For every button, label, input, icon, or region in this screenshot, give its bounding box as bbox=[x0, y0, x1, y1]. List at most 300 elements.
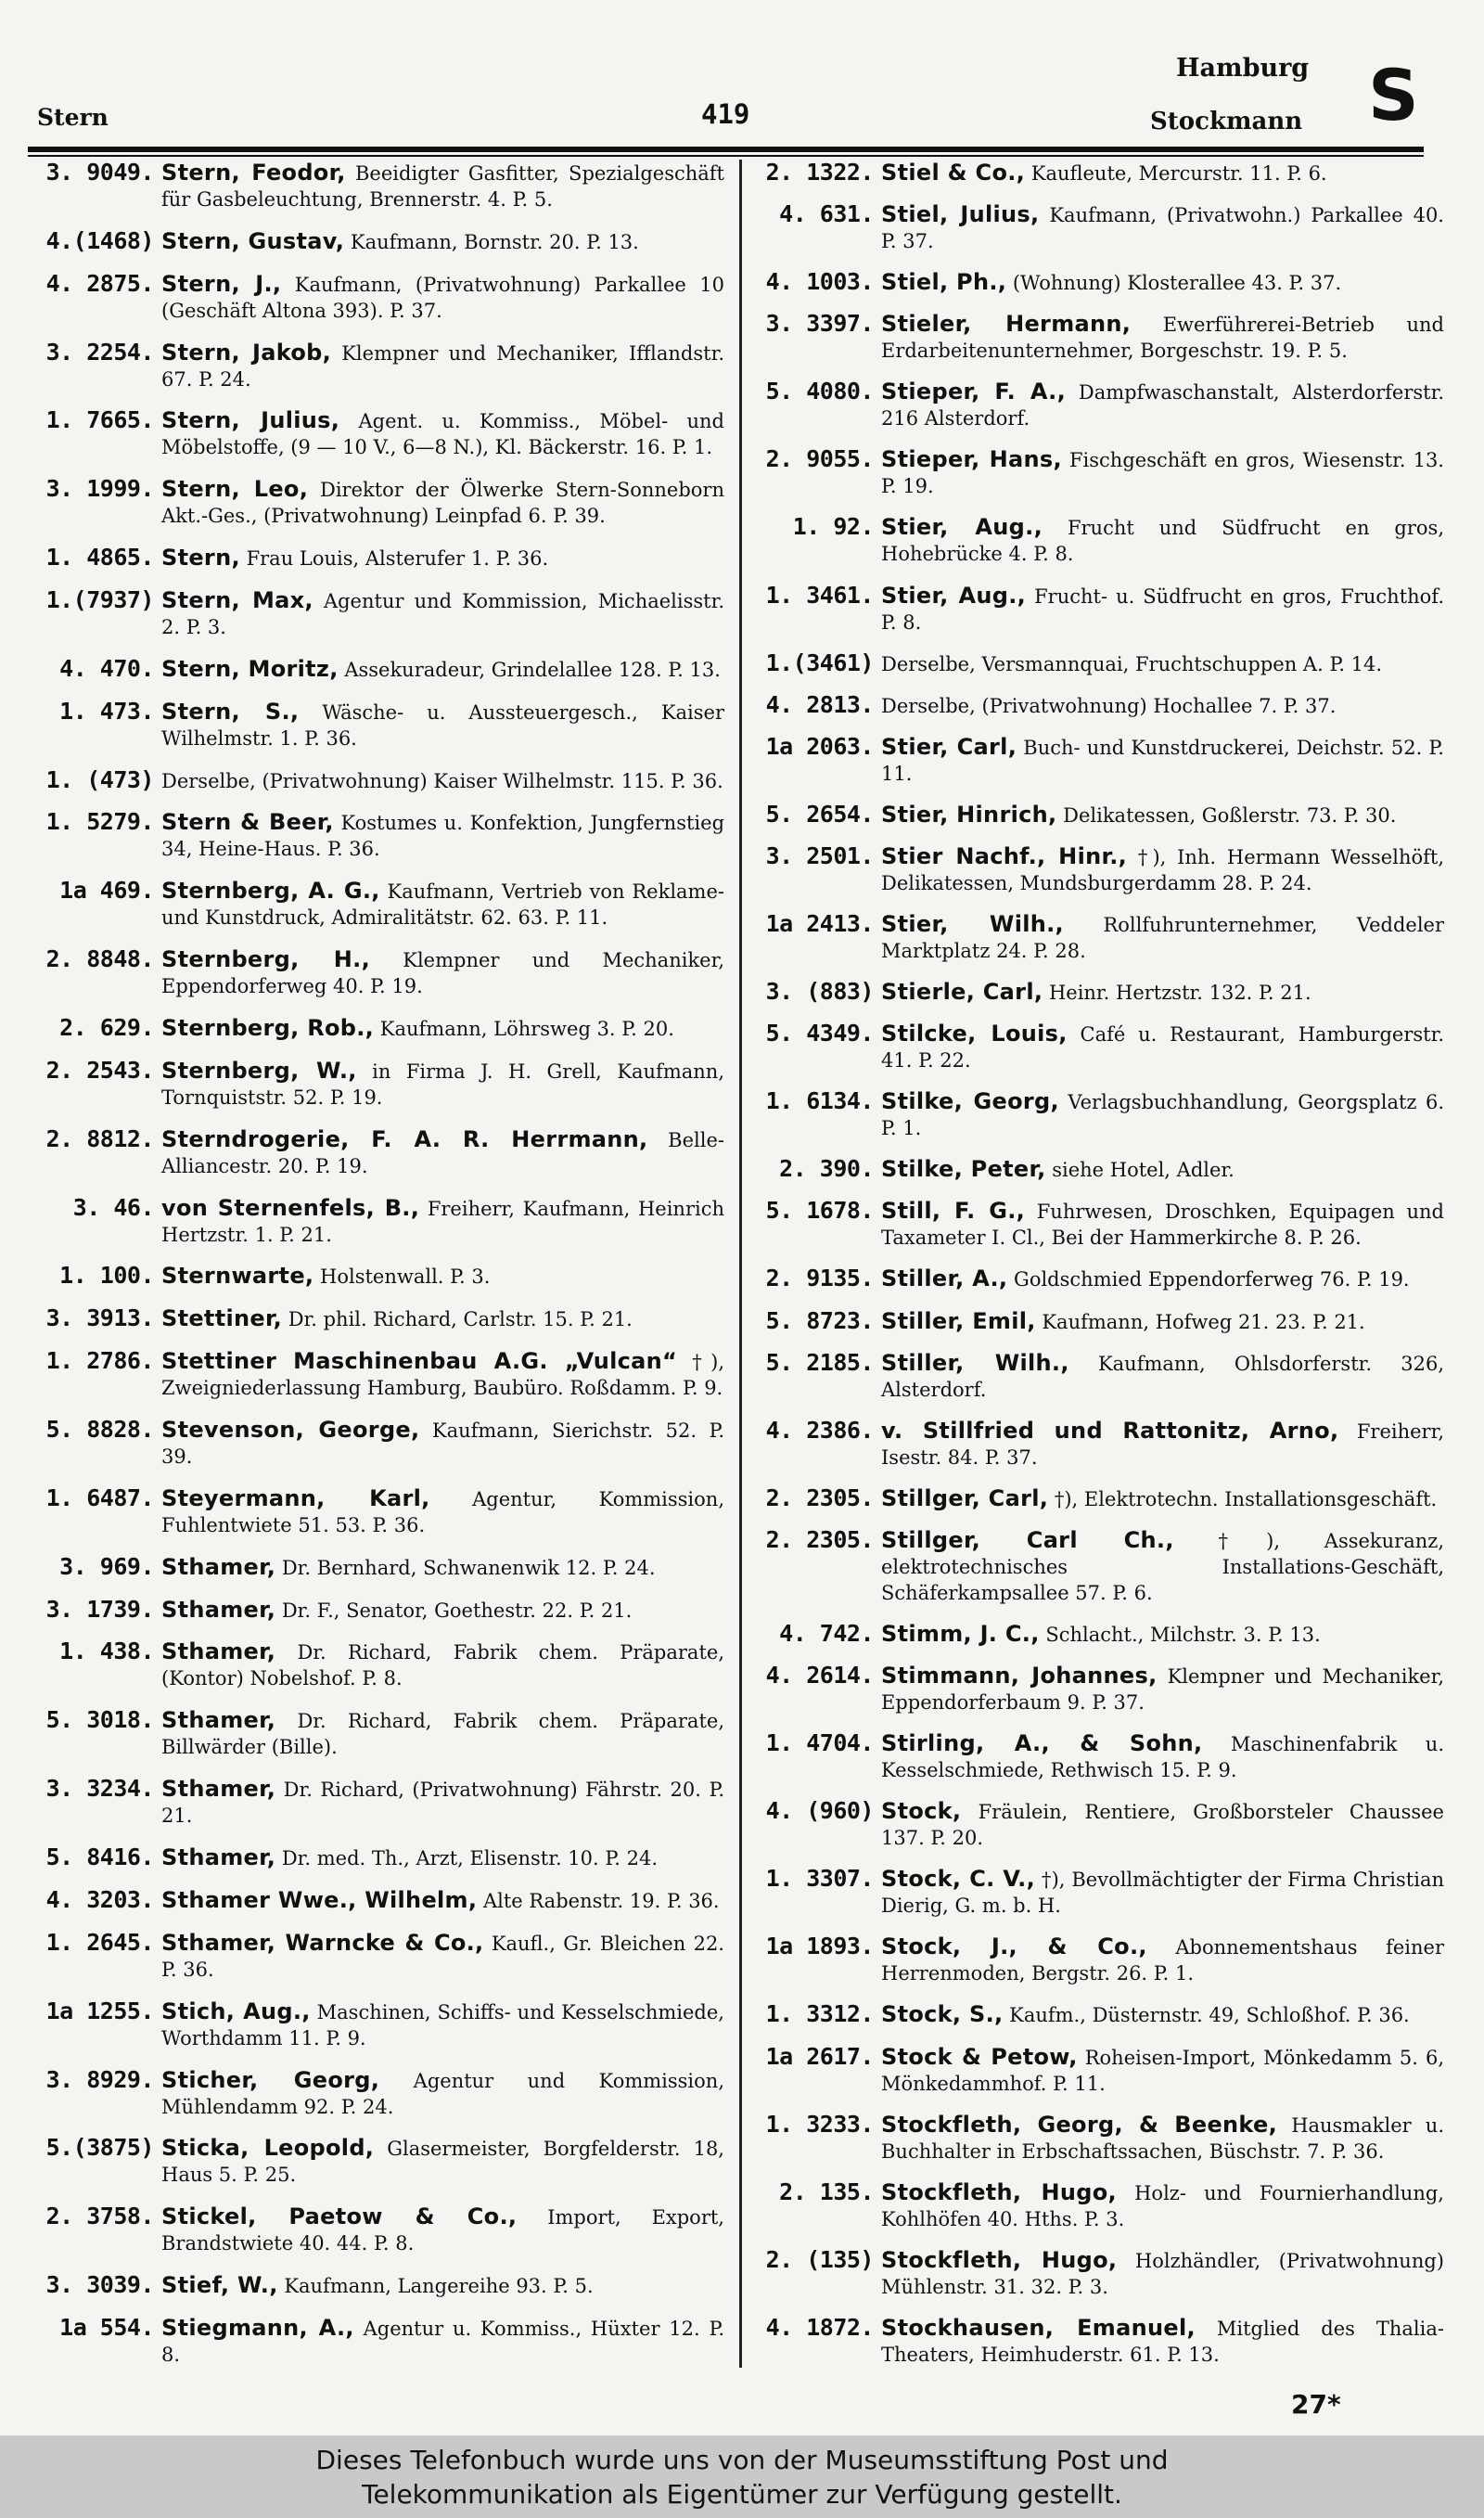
subscriber-name: Stockfleth, Hugo, bbox=[881, 2246, 1118, 2273]
directory-entry bbox=[753, 2001, 1444, 2028]
phone-number: 2. 2305. bbox=[765, 1525, 874, 1553]
subscriber-name: Stief, W., bbox=[161, 2272, 278, 2299]
directory-entry bbox=[753, 1485, 1444, 1512]
directory-entry bbox=[753, 843, 1444, 896]
entry-details: Assekuradeur, Grindelallee 128. P. 13. bbox=[344, 658, 721, 681]
directory-entry bbox=[753, 979, 1444, 1006]
entry-details: Café u. Restaurant, Hamburgerstr. 41. P. 22. bbox=[881, 1023, 1444, 1073]
subscriber-name: Stockfleth, Hugo, bbox=[881, 2178, 1117, 2205]
directory-entry bbox=[753, 1418, 1444, 1471]
subscriber-name: Stiller, Emil, bbox=[881, 1307, 1036, 1334]
phone-number: 1. 92. bbox=[792, 513, 874, 541]
phone-number: 4. 742. bbox=[779, 1619, 874, 1647]
phone-number: 2. 629. bbox=[59, 1014, 154, 1042]
subscriber-name: Stock, C. V., bbox=[881, 1866, 1036, 1893]
directory-entry bbox=[33, 699, 724, 752]
directory-entry bbox=[753, 1933, 1444, 1986]
phone-number: 4. 2614. bbox=[765, 1662, 874, 1689]
entry-details: Klempner und Mechaniker, Eppendorferweg 40. P. 19. bbox=[161, 949, 724, 998]
directory-entry bbox=[753, 692, 1444, 719]
directory-entry bbox=[33, 2067, 724, 2120]
subscriber-name: Sthamer Wwe., Wilhelm, bbox=[161, 1886, 478, 1913]
directory-entry bbox=[33, 1597, 724, 1624]
phone-number: 1. 4704. bbox=[765, 1729, 874, 1757]
subscriber-name: Sthamer, Warncke & Co., bbox=[161, 1929, 484, 1956]
phone-number: 4. 2875. bbox=[45, 269, 154, 297]
phone-number: 3. 1999. bbox=[45, 475, 154, 503]
subscriber-name: Stimmann, Johannes, bbox=[881, 1663, 1158, 1689]
directory-entry bbox=[753, 2315, 1444, 2368]
subscriber-name: Stieper, Hans, bbox=[881, 446, 1062, 473]
entry-details: Klempner und Mechaniker, Eppendorferbaum 9. P. 37. bbox=[881, 1665, 1444, 1715]
entry-details: Agent. u. Kommiss., Möbel- und Möbelstoffe, (9 — 10 V., 6—8 N.), Kl. Bäckerstr. 16. P. 1. bbox=[161, 410, 724, 459]
phone-number: 5. 3018. bbox=[45, 1706, 154, 1734]
entry-details: Kaufm., Düsternstr. 49, Schloßhof. P. 36. bbox=[1009, 2004, 1410, 2027]
entry-details: Frucht- u. Südfrucht en gros, Fruchthof. P. 8. bbox=[881, 585, 1445, 634]
phone-number: 1. 3461. bbox=[765, 581, 874, 609]
entry-details: Wäsche- u. Aussteuergesch., Kaiser Wilhelmstr. 1. P. 36. bbox=[161, 700, 724, 750]
left-catchword: Stern bbox=[37, 104, 109, 131]
entry-details: Klempner und Mechaniker, Ifflandstr. 67. P. 24. bbox=[161, 341, 724, 391]
subscriber-name: Stier, Aug., bbox=[881, 582, 1027, 609]
entry-details: siehe Hotel, Adler. bbox=[1052, 1159, 1235, 1182]
right-column bbox=[753, 160, 1444, 2368]
subscriber-name: Stilke, Peter, bbox=[881, 1156, 1046, 1183]
phone-number: 1a 554. bbox=[59, 2313, 154, 2341]
subscriber-name: Stern, Max, bbox=[161, 587, 313, 614]
phone-number: 2. 1322. bbox=[765, 159, 874, 186]
phone-number: 4. 2386. bbox=[765, 1416, 874, 1444]
entry-details: Import, Export, Brandstwiete 40. 44. P. 8. bbox=[161, 2206, 724, 2255]
entry-details: Rollfuhrunternehmer, Veddeler Marktplatz 24. P. 28. bbox=[881, 914, 1444, 963]
directory-entry bbox=[33, 767, 724, 794]
entry-details: Kaufmann, (Privatwohn.) Parkallee 40. P. 37. bbox=[881, 204, 1444, 253]
subscriber-name: Sthamer, bbox=[161, 1776, 276, 1803]
directory-entry bbox=[33, 1844, 724, 1871]
phone-number: 4. 470. bbox=[59, 654, 154, 682]
banner-line-1: Dieses Telefonbuch wurde uns von der Museumsstiftung Post und bbox=[315, 2445, 1169, 2475]
subscriber-name: Stern, Julius, bbox=[161, 407, 340, 434]
subscriber-name: Stiel, Ph., bbox=[881, 269, 1007, 296]
entry-details: Kaufmann, Vertrieb von Reklame- und Kunstdruck, Admiralitätstr. 62. 63. P. 11. bbox=[161, 880, 724, 930]
phone-number: 1. 3233. bbox=[765, 2110, 874, 2138]
entry-details: Dr. phil. Richard, Carlstr. 15. P. 21. bbox=[288, 1308, 633, 1331]
subscriber-name: Stern, Feodor, bbox=[161, 160, 346, 186]
phone-number: 3. 9049. bbox=[45, 159, 154, 186]
entry-details: Abonnementshaus feiner Herrenmoden, Bergstr. 26. P. 1. bbox=[881, 1936, 1444, 1985]
subscriber-name: Stern, bbox=[161, 545, 240, 572]
subscriber-name: Stiegmann, A., bbox=[161, 2314, 354, 2341]
phone-number: 1. 6487. bbox=[45, 1484, 154, 1511]
subscriber-name: Stock, bbox=[881, 1798, 962, 1825]
directory-entry bbox=[33, 1707, 724, 1760]
phone-number: 1. (473) bbox=[45, 765, 154, 793]
directory-entry bbox=[753, 583, 1444, 636]
subscriber-name: Stern, Gustav, bbox=[161, 227, 345, 254]
left-column bbox=[33, 160, 724, 2368]
directory-entry bbox=[753, 2247, 1444, 2300]
phone-number: 3. 3039. bbox=[45, 2271, 154, 2299]
entry-details: Roheisen-Import, Mönkedamm 5. 6, Mönkedammhof. P. 11. bbox=[881, 2046, 1444, 2095]
subscriber-name: Stiller, Wilh., bbox=[881, 1349, 1069, 1376]
directory-entry bbox=[33, 2315, 724, 2368]
entry-details: Fischgeschäft en gros, Wiesenstr. 13. P. 19. bbox=[881, 449, 1444, 498]
phone-number: 2. 8812. bbox=[45, 1124, 154, 1152]
entry-details: Derselbe, (Privatwohnung) Hochallee 7. P. 37. bbox=[881, 694, 1337, 717]
subscriber-name: Steyermann, Karl, bbox=[161, 1484, 430, 1511]
phone-number: 3. 3913. bbox=[45, 1304, 154, 1332]
directory-entry bbox=[33, 1195, 724, 1248]
entry-details: Kaufmann, Löhrsweg 3. P. 20. bbox=[379, 1018, 674, 1041]
phone-number: 5. 4349. bbox=[765, 1020, 874, 1047]
subscriber-name: Stevenson, George, bbox=[161, 1417, 420, 1444]
subscriber-name: Stier, Hinrich, bbox=[881, 801, 1057, 828]
phone-number: 4. 2813. bbox=[765, 690, 874, 718]
entry-details: Goldschmied Eppendorferweg 76. P. 19. bbox=[1014, 1268, 1410, 1291]
phone-number: 2. 8848. bbox=[45, 945, 154, 973]
directory-entry bbox=[753, 514, 1444, 567]
subscriber-name: Stier, Carl, bbox=[881, 733, 1017, 760]
directory-entry bbox=[33, 228, 724, 255]
subscriber-name: v. Stillfried und Rattonitz, Arno, bbox=[881, 1417, 1339, 1444]
subscriber-name: Sthamer, bbox=[161, 1553, 276, 1580]
phone-number: 1. 2786. bbox=[45, 1347, 154, 1375]
phone-number: 2. 2543. bbox=[45, 1056, 154, 1084]
entry-details: Maschinenfabrik u. Kesselschmiede, Rethwisch 15. P. 9. bbox=[881, 1733, 1444, 1782]
phone-number: 2. (135) bbox=[765, 2245, 874, 2273]
entry-details: Freiherr, Kaufmann, Heinrich Hertzstr. 1. P. 21. bbox=[161, 1197, 724, 1246]
entry-details: (Wohnung) Klosterallee 43. P. 37. bbox=[1012, 272, 1342, 295]
header-rule-thin bbox=[28, 155, 1424, 157]
directory-entry bbox=[753, 802, 1444, 829]
directory-entry bbox=[33, 2203, 724, 2256]
phone-number: 5. 8828. bbox=[45, 1416, 154, 1444]
entry-details: Derselbe, Versmannquai, Fruchtschuppen A. P. 14. bbox=[881, 652, 1383, 675]
subscriber-name: Stern & Beer, bbox=[161, 809, 334, 836]
directory-entry bbox=[33, 1058, 724, 1111]
directory-entry bbox=[33, 1930, 724, 1983]
phone-number: 1. 473. bbox=[59, 697, 154, 725]
phone-number: 1a 2617. bbox=[765, 2042, 874, 2070]
subscriber-name: Sternberg, A. G., bbox=[161, 878, 380, 905]
phone-number: 1a 2063. bbox=[765, 732, 874, 760]
directory-entry bbox=[753, 911, 1444, 964]
phone-number: 2. 390. bbox=[779, 1155, 874, 1183]
section-letter: S bbox=[1368, 54, 1419, 136]
entry-details: Derselbe, (Privatwohnung) Kaiser Wilhelmstr. 115. P. 36. bbox=[161, 769, 723, 792]
directory-entry bbox=[753, 160, 1444, 186]
entry-details: Dr. F., Senator, Goethestr. 22. P. 21. bbox=[281, 1599, 633, 1622]
directory-entry bbox=[33, 2272, 724, 2299]
entry-details: Kaufl., Gr. Bleichen 22. P. 36. bbox=[161, 1932, 724, 1981]
directory-entry bbox=[753, 1021, 1444, 1073]
subscriber-name: Stickel, Paetow & Co., bbox=[161, 2203, 518, 2230]
entry-details: †), Bevollmächtigter der Firma Christian Dierig, G. m. b. H. bbox=[881, 1869, 1444, 1918]
directory-entry bbox=[753, 311, 1444, 364]
subscriber-name: von Sternenfels, B., bbox=[161, 1194, 420, 1221]
entry-details: Maschinen, Schiffs- und Kesselschmiede, Worthdamm 11. P. 9. bbox=[161, 2000, 724, 2049]
phone-number: 2. 2305. bbox=[765, 1484, 874, 1511]
directory-entry bbox=[753, 650, 1444, 677]
phone-number: 1. 3312. bbox=[765, 2000, 874, 2028]
entry-details: Dr. Bernhard, Schwanenwik 12. P. 24. bbox=[281, 1556, 656, 1579]
entry-details: Direktor der Ölwerke Stern-Sonneborn Akt.-Ges., (Privatwohnung) Leinpfad 6. P. 39. bbox=[161, 479, 724, 528]
directory-entry bbox=[753, 734, 1444, 787]
entry-details: †), Zweigniederlassung Hamburg, Baubüro. Roßdamm. P. 9. bbox=[161, 1351, 724, 1400]
directory-entry bbox=[753, 1621, 1444, 1648]
entry-details: Ewerführerei-Betrieb und Erdarbeitenunternehmer, Borgeschstr. 19. P. 5. bbox=[881, 314, 1444, 363]
entry-details: Dr. Richard, Fabrik chem. Präparate, (Kontor) Nobelshof. P. 8. bbox=[161, 1641, 724, 1690]
phone-number: 5. 8723. bbox=[765, 1306, 874, 1334]
subscriber-name: Stierle, Carl, bbox=[881, 979, 1043, 1006]
directory-entry bbox=[753, 2179, 1444, 2232]
city-heading: Hamburg bbox=[1176, 54, 1310, 83]
subscriber-name: Stier, Wilh., bbox=[881, 911, 1064, 938]
phone-number: 2. 3758. bbox=[45, 2203, 154, 2230]
entry-details: Dr. Richard, (Privatwohnung) Fährstr. 20. P. 21. bbox=[161, 1779, 724, 1828]
entry-details: Frucht und Südfrucht en gros, Hohebrücke 4. P. 8. bbox=[881, 517, 1444, 566]
subscriber-name: Stettiner Maschinenbau A.G. „Vulcan“ bbox=[161, 1348, 678, 1375]
subscriber-name: Sternwarte, bbox=[161, 1263, 314, 1290]
phone-number: 5.(3875) bbox=[45, 2134, 154, 2162]
directory-entry bbox=[33, 809, 724, 862]
phone-number: 1. 6134. bbox=[765, 1087, 874, 1115]
subscriber-name: Sternberg, W., bbox=[161, 1057, 357, 1084]
directory-entry bbox=[753, 2112, 1444, 2165]
entry-details: Kostumes u. Konfektion, Jungfernstieg 34, Heine-Haus. P. 36. bbox=[161, 812, 725, 861]
entry-details: Dr. Richard, Fabrik chem. Präparate, Billwärder (Bille). bbox=[161, 1710, 724, 1759]
phone-number: 5. 8416. bbox=[45, 1844, 154, 1871]
phone-number: 2. 135. bbox=[779, 2178, 874, 2205]
directory-entry bbox=[33, 1015, 724, 1042]
phone-number: 4. (960) bbox=[765, 1797, 874, 1825]
phone-number: 3. 2501. bbox=[765, 841, 874, 869]
directory-entry bbox=[33, 1417, 724, 1470]
subscriber-name: Sterndrogerie, F. A. R. Herrmann, bbox=[161, 1125, 648, 1152]
entry-details: Dr. med. Th., Arzt, Elisenstr. 10. P. 24. bbox=[281, 1847, 658, 1870]
subscriber-name: Stiel, Julius, bbox=[881, 201, 1040, 228]
entry-details: in Firma J. H. Grell, Kaufmann, Tornquiststr. 52. P. 19. bbox=[161, 1060, 724, 1109]
directory-entry bbox=[753, 1088, 1444, 1141]
subscriber-name: Sternberg, Rob., bbox=[161, 1015, 375, 1042]
entry-details: Holstenwall. P. 3. bbox=[320, 1265, 491, 1289]
subscriber-name: Stieler, Hermann, bbox=[881, 311, 1132, 338]
subscriber-name: Stier Nachf., Hinr., bbox=[881, 842, 1128, 869]
subscriber-name: Stern, J., bbox=[161, 270, 282, 297]
entry-details: Kaufmann, Sierichstr. 52. P. 39. bbox=[161, 1420, 724, 1469]
directory-entry bbox=[753, 1866, 1444, 1919]
subscriber-name: Sternberg, H., bbox=[161, 946, 371, 973]
phone-number: 1a 1255. bbox=[45, 1997, 154, 2024]
entry-details: Heinr. Hertzstr. 132. P. 21. bbox=[1048, 982, 1311, 1005]
entry-details: Agentur und Kommission, Mühlendamm 92. P. 24. bbox=[161, 2069, 724, 2118]
subscriber-name: Stirling, A., & Sohn, bbox=[881, 1730, 1203, 1757]
entry-details: Agentur u. Kommiss., Hüxter 12. P. 8. bbox=[161, 2317, 724, 2366]
directory-entry bbox=[33, 1126, 724, 1179]
subscriber-name: Stillger, Carl, bbox=[881, 1484, 1049, 1511]
subscriber-name: Stern, Jakob, bbox=[161, 339, 332, 366]
phone-number: 3. (883) bbox=[765, 978, 874, 1006]
phone-number: 4. 3203. bbox=[45, 1885, 154, 1913]
directory-entry bbox=[33, 2135, 724, 2188]
phone-number: 5. 1678. bbox=[765, 1197, 874, 1225]
directory-entry bbox=[753, 1663, 1444, 1715]
entry-details: Schlacht., Milchstr. 3. P. 13. bbox=[1045, 1623, 1321, 1646]
entry-details: †), Assekuranz, elektrotechnisches Installations-Geschäft, Schäferkampsallee 57. P. 6. bbox=[881, 1529, 1444, 1604]
subscriber-name: Stockhausen, Emanuel, bbox=[881, 2314, 1196, 2341]
subscriber-name: Stieper, F. A., bbox=[881, 379, 1067, 405]
subscriber-name: Stillger, Carl Ch., bbox=[881, 1526, 1174, 1553]
header-rule bbox=[28, 147, 1424, 152]
entry-details: Beeidigter Gasfitter, Spezialgeschäft für Gasbeleuchtung, Brennerstr. 4. P. 5. bbox=[161, 162, 724, 211]
phone-number: 1a 469. bbox=[59, 877, 154, 905]
subscriber-name: Stier, Aug., bbox=[881, 514, 1043, 541]
entry-details: Hausmakler u. Buchhalter in Erbschaftssachen, Büschstr. 7. P. 36. bbox=[881, 2113, 1444, 2163]
subscriber-name: Stettiner, bbox=[161, 1305, 282, 1332]
banner-line-2: Telekommunikation als Eigentümer zur Verfügung gestellt. bbox=[362, 2479, 1122, 2510]
entry-details: Fräulein, Rentiere, Großborsteler Chaussee 137. P. 20. bbox=[881, 1801, 1444, 1850]
directory-entry bbox=[33, 1776, 724, 1829]
directory-entry bbox=[753, 1798, 1444, 1851]
entry-details: †), Elektrotechn. Installationsgeschäft. bbox=[1054, 1487, 1438, 1510]
phone-number: 1.(7937) bbox=[45, 586, 154, 614]
directory-entry bbox=[753, 1730, 1444, 1783]
phone-number: 1.(3461) bbox=[765, 649, 874, 676]
subscriber-name: Sthamer, bbox=[161, 1844, 276, 1871]
directory-entry bbox=[753, 201, 1444, 254]
right-catchword: Stockmann bbox=[1150, 108, 1303, 135]
subscriber-name: Sthamer, bbox=[161, 1707, 276, 1734]
subscriber-name: Stimm, J. C., bbox=[881, 1620, 1040, 1647]
entry-details: Freiherr, Isestr. 84. P. 37. bbox=[881, 1420, 1444, 1469]
subscriber-name: Still, F. G., bbox=[881, 1198, 1026, 1225]
subscriber-name: Sticher, Georg, bbox=[161, 2066, 380, 2093]
directory-entry bbox=[33, 1348, 724, 1401]
phone-number: 3. 3234. bbox=[45, 1775, 154, 1803]
directory-entry bbox=[33, 1554, 724, 1581]
phone-number: 4. 1872. bbox=[765, 2313, 874, 2341]
entry-details: Buch- und Kunstdruckerei, Deichstr. 52. P. 11. bbox=[881, 736, 1444, 785]
directory-entry bbox=[753, 446, 1444, 499]
subscriber-name: Stiller, A., bbox=[881, 1265, 1008, 1292]
phone-number: 1. 3307. bbox=[765, 1865, 874, 1893]
directory-entry bbox=[33, 476, 724, 529]
phone-number: 3. 2254. bbox=[45, 338, 154, 366]
directory-entry bbox=[753, 379, 1444, 431]
phone-number: 1. 5279. bbox=[45, 808, 154, 836]
phone-number: 1. 100. bbox=[59, 1262, 154, 1290]
subscriber-name: Stilke, Georg, bbox=[881, 1088, 1059, 1115]
directory-entry bbox=[753, 1198, 1444, 1251]
directory-entry bbox=[753, 1156, 1444, 1183]
directory-entry bbox=[33, 1305, 724, 1332]
entry-details: Frau Louis, Alsterufer 1. P. 36. bbox=[246, 547, 549, 571]
entry-details: Kaufmann, (Privatwohnung) Parkallee 10 (Geschäft Altona 393). P. 37. bbox=[161, 273, 725, 322]
subscriber-name: Stiel & Co., bbox=[881, 160, 1026, 186]
phone-number: 5. 2185. bbox=[765, 1348, 874, 1376]
phone-number: 1. 438. bbox=[59, 1638, 154, 1665]
directory-entry bbox=[33, 407, 724, 460]
directory-entry bbox=[753, 1308, 1444, 1335]
entry-details: Agentur, Kommission, Fuhlentwiete 51. 53. P. 36. bbox=[161, 1487, 724, 1536]
directory-entry bbox=[33, 1998, 724, 2051]
subscriber-name: Stich, Aug., bbox=[161, 1998, 311, 2024]
phone-number: 4. 1003. bbox=[765, 268, 874, 296]
entry-details: Verlagsbuchhandlung, Georgsplatz 6. P. 1. bbox=[881, 1091, 1444, 1140]
subscriber-name: Stockfleth, Georg, & Beenke, bbox=[881, 2111, 1278, 2138]
phone-number: 1. 4865. bbox=[45, 544, 154, 572]
phone-number: 1a 1893. bbox=[765, 1933, 874, 1960]
directory-entry bbox=[33, 1887, 724, 1914]
phone-number: 3. 3397. bbox=[765, 310, 874, 338]
entry-details: Delikatessen, Goßlerstr. 73. P. 30. bbox=[1063, 803, 1397, 827]
entry-details: Belle-Alliancestr. 20. P. 19. bbox=[161, 1128, 724, 1177]
directory-entry bbox=[753, 1265, 1444, 1292]
entry-details: Glasermeister, Borgfelderstr. 18, Haus 5. P. 25. bbox=[161, 2138, 724, 2187]
page-number: 419 bbox=[701, 98, 750, 130]
directory-entry bbox=[753, 2044, 1444, 2097]
entry-details: †), Inh. Hermann Wesselhöft, Delikatessen, Mundsburgerdamm 28. P. 24. bbox=[881, 845, 1444, 894]
phone-number: 1. 7665. bbox=[45, 406, 154, 434]
subscriber-name: Sthamer, bbox=[161, 1638, 276, 1665]
entry-details: Kaufleute, Mercurstr. 11. P. 6. bbox=[1030, 162, 1327, 185]
entry-details: Dampfwaschanstalt, Alsterdorferstr. 216 Alsterdorf. bbox=[881, 381, 1444, 430]
phone-number: 5. 2654. bbox=[765, 800, 874, 828]
entry-details: Mitglied des Thalia-Theaters, Heimhuderstr. 61. P. 13. bbox=[881, 2317, 1444, 2366]
subscriber-name: Stilcke, Louis, bbox=[881, 1021, 1068, 1047]
directory-entry bbox=[33, 1638, 724, 1691]
subscriber-name: Stock, S., bbox=[881, 2001, 1004, 2028]
entry-details: Fuhrwesen, Droschken, Equipagen und Taxameter I. Cl., Bei der Hammerkirche 8. P. 26. bbox=[881, 1201, 1444, 1250]
subscriber-name: Stern, S., bbox=[161, 698, 300, 725]
phone-number: 3. 969. bbox=[59, 1552, 154, 1580]
directory-entry bbox=[33, 878, 724, 931]
phone-number: 3. 46. bbox=[72, 1193, 154, 1221]
phone-number: 3. 1739. bbox=[45, 1595, 154, 1623]
directory-entry bbox=[33, 545, 724, 572]
directory-entry bbox=[33, 160, 724, 212]
phone-number: 2. 9135. bbox=[765, 1265, 874, 1292]
phone-number: 4. 631. bbox=[779, 200, 874, 228]
entry-details: Agentur und Kommission, Michaelisstr. 2. P. 3. bbox=[161, 590, 724, 639]
directory-entry bbox=[33, 587, 724, 640]
phone-number: 2. 9055. bbox=[765, 445, 874, 473]
entry-details: Kaufmann, Ohlsdorferstr. 326, Alsterdorf. bbox=[881, 1352, 1444, 1401]
subscriber-name: Stock & Petow, bbox=[881, 2043, 1078, 2070]
directory-entry bbox=[753, 269, 1444, 296]
subscriber-name: Stern, Moritz, bbox=[161, 655, 339, 682]
subscriber-name: Stern, Leo, bbox=[161, 476, 309, 503]
phone-number: 4.(1468) bbox=[45, 226, 154, 254]
phone-number: 1a 2413. bbox=[765, 910, 874, 938]
entry-details: Kaufmann, Langereihe 93. P. 5. bbox=[284, 2275, 594, 2298]
phone-number: 3. 8929. bbox=[45, 2065, 154, 2093]
signature-mark: 27* bbox=[1291, 2389, 1341, 2420]
directory-entry bbox=[33, 656, 724, 683]
directory-entry bbox=[33, 1263, 724, 1290]
entry-details: Holz- und Fournierhandlung, Kohlhöfen 40. Hths. P. 3. bbox=[881, 2181, 1444, 2230]
entry-details: Alte Rabenstr. 19. P. 36. bbox=[482, 1889, 720, 1912]
entry-details: Kaufmann, Hofweg 21. 23. P. 21. bbox=[1042, 1310, 1365, 1333]
directory-entry bbox=[33, 946, 724, 999]
column-divider bbox=[739, 160, 742, 2368]
subscriber-name: Sticka, Leopold, bbox=[161, 2135, 375, 2162]
directory-entry bbox=[33, 271, 724, 324]
entry-details: Holzhändler, (Privatwohnung) Mühlenstr. 31. 32. P. 3. bbox=[881, 2249, 1444, 2298]
ownership-banner bbox=[0, 2435, 1484, 2518]
directory-entry bbox=[33, 340, 724, 392]
entry-details: Kaufmann, Bornstr. 20. P. 13. bbox=[350, 230, 639, 253]
